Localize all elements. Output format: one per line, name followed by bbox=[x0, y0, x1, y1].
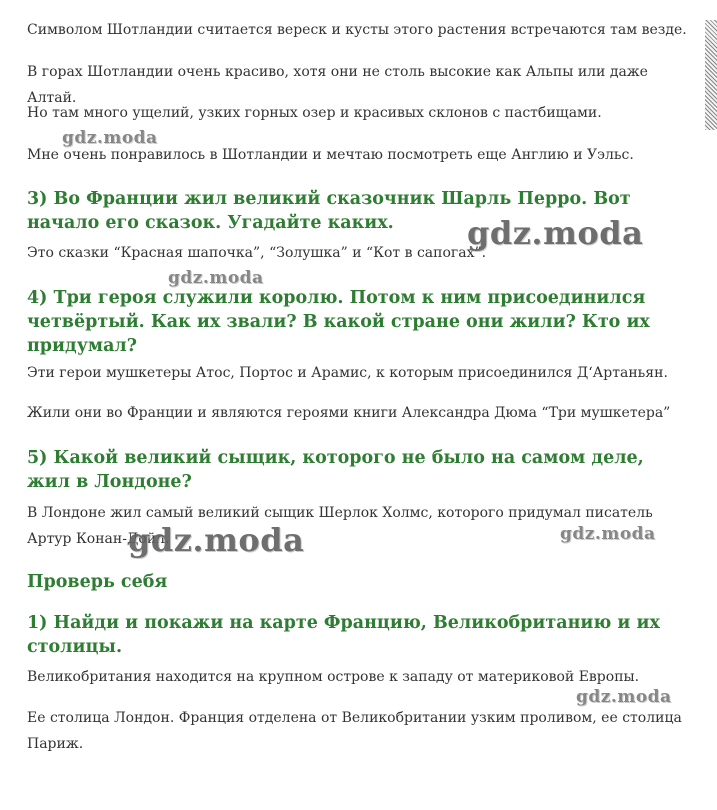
watermark-logo: gdz.moda bbox=[576, 687, 672, 707]
watermark-logo: gdz.moda bbox=[467, 214, 644, 252]
answer-paragraph-4b: Жили они во Франции и являются героями книги Александра Дюма “Три мушкетера” bbox=[27, 405, 671, 421]
answer-paragraph-3: Это сказки “Красная шапочка”, “Золушка” и “Кот в сапогах”. bbox=[27, 245, 487, 261]
watermark-logo: gdz.moda bbox=[168, 268, 264, 288]
answer-paragraph-check-1b: Ее столица Лондон. Франция отделена от Великобритании узким проливом, ее столица Париж. bbox=[27, 710, 682, 752]
answer-paragraph-5: В Лондоне жил самый великий сыщик Шерлок Холмс, которого придумал писатель Артур Конан-Дойл. bbox=[27, 505, 653, 547]
question-heading-3: 3) Во Франции жил великий сказочник Шарль Перро. Вот начало его сказок. Угадайте каких. bbox=[27, 189, 631, 233]
paragraph-scotland-heather: Символом Шотландии считается вереск и кусты этого растения встречаются там везде. bbox=[27, 22, 687, 38]
question-heading-4: 4) Три героя служили королю. Потом к ним присоединился четвёртый. Как их звали? В какой стране они жили? Кто их придумал? bbox=[27, 288, 650, 356]
paragraph-scotland-liked: Мне очень понравилось в Шотландии и мечтаю посмотреть еще Англию и Уэльс. bbox=[27, 147, 634, 163]
watermark-logo: gdz.moda bbox=[560, 524, 656, 544]
watermark-logo: gdz.moda bbox=[62, 128, 158, 148]
paragraph-scotland-mountains: В горах Шотландии очень красиво, хотя они не столь высокие как Альпы или даже Алтай. bbox=[27, 64, 648, 106]
paragraph-scotland-gorges: Но там много ущелий, узких горных озер и красивых склонов с пастбищами. bbox=[27, 105, 602, 121]
answer-paragraph-check-1a: Великобритания находится на крупном острове к западу от материковой Европы. bbox=[27, 669, 640, 685]
question-heading-5: 5) Какой великий сыщик, которого не было на самом деле, жил в Лондоне? bbox=[27, 448, 644, 492]
page-edge-decoration bbox=[705, 20, 717, 130]
section-heading-check: Проверь себя bbox=[27, 572, 168, 592]
answer-paragraph-4a: Эти герои мушкетеры Атос, Портос и Арамис, к которым присоединился Д‘Артаньян. bbox=[27, 365, 668, 381]
watermark-logo: gdz.moda bbox=[128, 521, 305, 559]
question-heading-check-1: 1) Найди и покажи на карте Францию, Великобританию и их столицы. bbox=[27, 613, 660, 657]
